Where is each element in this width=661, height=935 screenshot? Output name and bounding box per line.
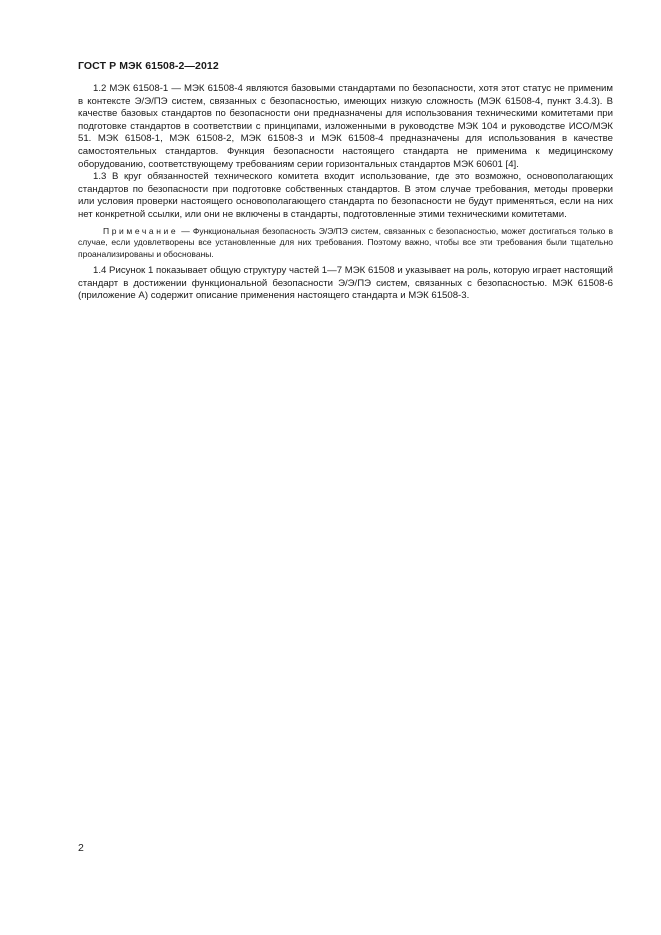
note-text: — Функциональная безопасность Э/Э/ПЭ систем, связанных с безопасностью, может достигаться только в случае, если удовлетворены все установленные для них требования. Поэтому важно, чтобы все эти требования были тщательно проанализированы и обоснованы. [78, 225, 613, 259]
paragraph-1-4: 1.4 Рисунок 1 показывает общую структуру частей 1—7 МЭК 61508 и указывает на роль, которую играет настоящий стандарт в достижении функциональной безопасности Э/Э/ПЭ систем, связанных с безопасностью. МЭК 61508-6 (приложение А) содержит описание применения настоящего стандарта и МЭК 61508-3. [78, 265, 613, 302]
paragraph-1-3: 1.3 В круг обязанностей технического комитета входит использование, где это возможно, основополагающих стандартов по безопасности при подготовке собственных стандартов. В этом случае требования, методы проверки или условия проверки настоящего основополагающего стандарта по безопасности не будут применяться, если на них нет конкретной ссылки, или они не включены в стандарты, подготовленные этими техническими комитетами. [78, 171, 613, 220]
document-header: ГОСТ Р МЭК 61508-2—2012 [78, 60, 219, 72]
note-label: Примечание [103, 225, 179, 236]
document-body [78, 83, 613, 303]
page-number: 2 [78, 842, 84, 854]
note [78, 226, 613, 261]
paragraph-1-2: 1.2 МЭК 61508-1 — МЭК 61508-4 являются базовыми стандартами по безопасности, хотя этот статус не применим в контексте Э/Э/ПЭ систем, связанных с безопасностью, имеющих низкую сложность (МЭК 61508-4, пункт 3.4.3). В качестве базовых стандартов по безопасности они предназначены для использования техническими комитетами при подготовке стандартов в соответствии с принципами, изложенными в руководстве МЭК 104 и руководстве ИСО/МЭК 51. МЭК 61508-1, МЭК 61508-2, МЭК 61508-3 и МЭК 61508-4 предназначены для использования в качестве самостоятельных стандартов. Функция безопасности настоящего стандарта не применима к медицинскому оборудованию, соответствующему требованиям серии горизонтальных стандартов МЭК 60601 [4]. [78, 83, 613, 170]
